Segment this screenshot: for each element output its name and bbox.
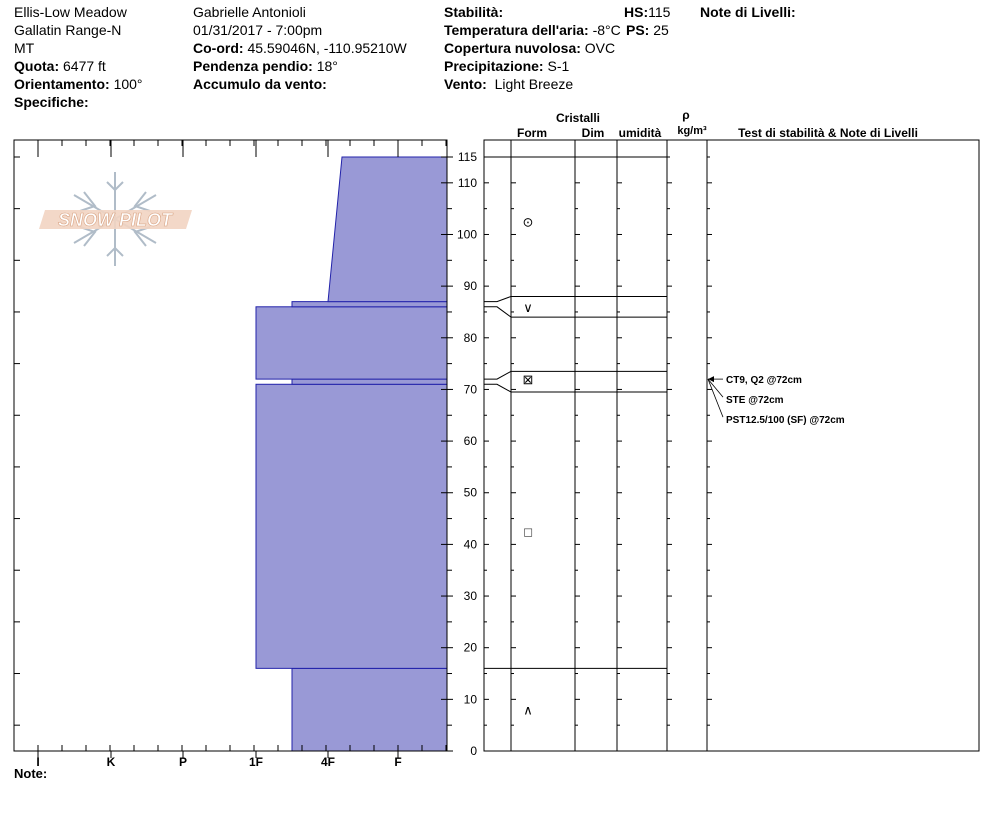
grain-form-symbol: ∨ [523,299,533,315]
height-tick-label: 50 [463,485,477,500]
cloud-label: Copertura nuvolosa: [444,40,581,56]
hardness-bar [292,302,447,307]
cloud-value: OVC [584,40,616,56]
snow-pilot-logo [39,172,192,266]
dim-header: Dim [581,126,605,140]
precip-value: S-1 [547,58,570,74]
mountain-range: Gallatin Range-N [14,22,122,38]
hardness-bar [292,668,447,751]
observation-datetime: 01/31/2017 - 7:00pm [193,22,323,38]
height-tick-label: 80 [463,330,477,345]
layer-connector [484,296,511,301]
tests-header: Test di stabilità & Note di Livelli [738,126,918,140]
hardness-tick-label: I [36,755,40,769]
grain-form-symbol: ∧ [523,702,533,718]
wind-loading-label: Accumulo da vento: [193,76,327,92]
stability-test-label: STE @72cm [726,395,784,407]
hardness-bar [292,379,447,384]
crystals-header: Cristalli [555,111,601,125]
hardness-tick-label: 4F [320,755,336,769]
height-tick-label: 40 [463,537,477,552]
ps-label: PS: [626,22,650,38]
height-tick-label: 115 [457,150,477,164]
density-unit-header: kg/m³ [677,125,707,137]
form-header: Form [517,126,547,140]
height-tick-label: 0 [470,744,477,758]
coords-label: Co-ord: [193,40,244,56]
wind-label: Vento: [444,76,487,92]
grain-form-symbol: ⊠ [522,372,534,388]
air-temp-value: -8°C [592,22,621,38]
humidity-header: umidità [618,126,662,140]
height-tick-label: 60 [463,434,477,449]
elevation-value: 6477 ft [63,58,106,74]
layer-notes-label: Note di Livelli: [700,4,796,20]
height-tick-label: 100 [456,227,477,242]
stability-test-label: PST12.5/100 (SF) @72cm [726,415,845,427]
observer-name: Gabrielle Antonioli [193,4,306,20]
height-tick-label: 90 [463,279,477,294]
precip-label: Precipitazione: [444,58,544,74]
air-temp-label: Temperatura dell'aria: [444,22,589,38]
hardness-tick-label: K [106,755,116,769]
elevation-label: Quota: [14,58,60,74]
hardness-tick-label: P [178,755,188,769]
grain-form-symbol: □ [524,524,532,540]
coords-value: 45.59046N, -110.95210W [247,40,407,56]
hardness-bar [256,384,447,668]
location-name: Ellis-Low Meadow [14,4,127,20]
stability-test-leader [708,379,723,397]
height-tick-label: 110 [457,175,477,190]
grain-form-symbol: ⊙ [522,214,534,230]
hs-value: 115 [648,4,671,20]
layer-connector [484,371,511,379]
notes-label: Note: [14,766,48,781]
height-tick-label: 20 [463,640,477,655]
aspect-value: 100° [113,76,143,92]
slope-value: 18° [316,58,338,74]
state: MT [14,40,35,56]
logo-text: SNOW PILOT [58,210,172,230]
specifics-label: Specifiche: [14,94,89,110]
ps-value: 25 [653,22,669,38]
hardness-bar [328,157,447,302]
rho-header: ρ [682,108,690,122]
height-tick-label: 70 [463,382,477,397]
hs-label: HS: [624,4,649,20]
stability-test-label: CT9, Q2 @72cm [726,375,802,387]
hardness-tick-label: 1F [248,755,264,769]
layer-table-frame [484,140,979,751]
height-tick-label: 10 [463,692,477,707]
hardness-bar [256,307,447,379]
stability-label: Stabilità: [444,4,504,20]
layer-connector [484,384,511,392]
stability-test-leader [708,379,723,417]
slope-label: Pendenza pendio: [193,58,313,74]
layer-connector [484,307,511,317]
wind-value: Light Breeze [494,76,574,92]
aspect-label: Orientamento: [14,76,110,92]
height-tick-label: 30 [463,589,477,604]
hardness-tick-label: F [394,755,402,769]
